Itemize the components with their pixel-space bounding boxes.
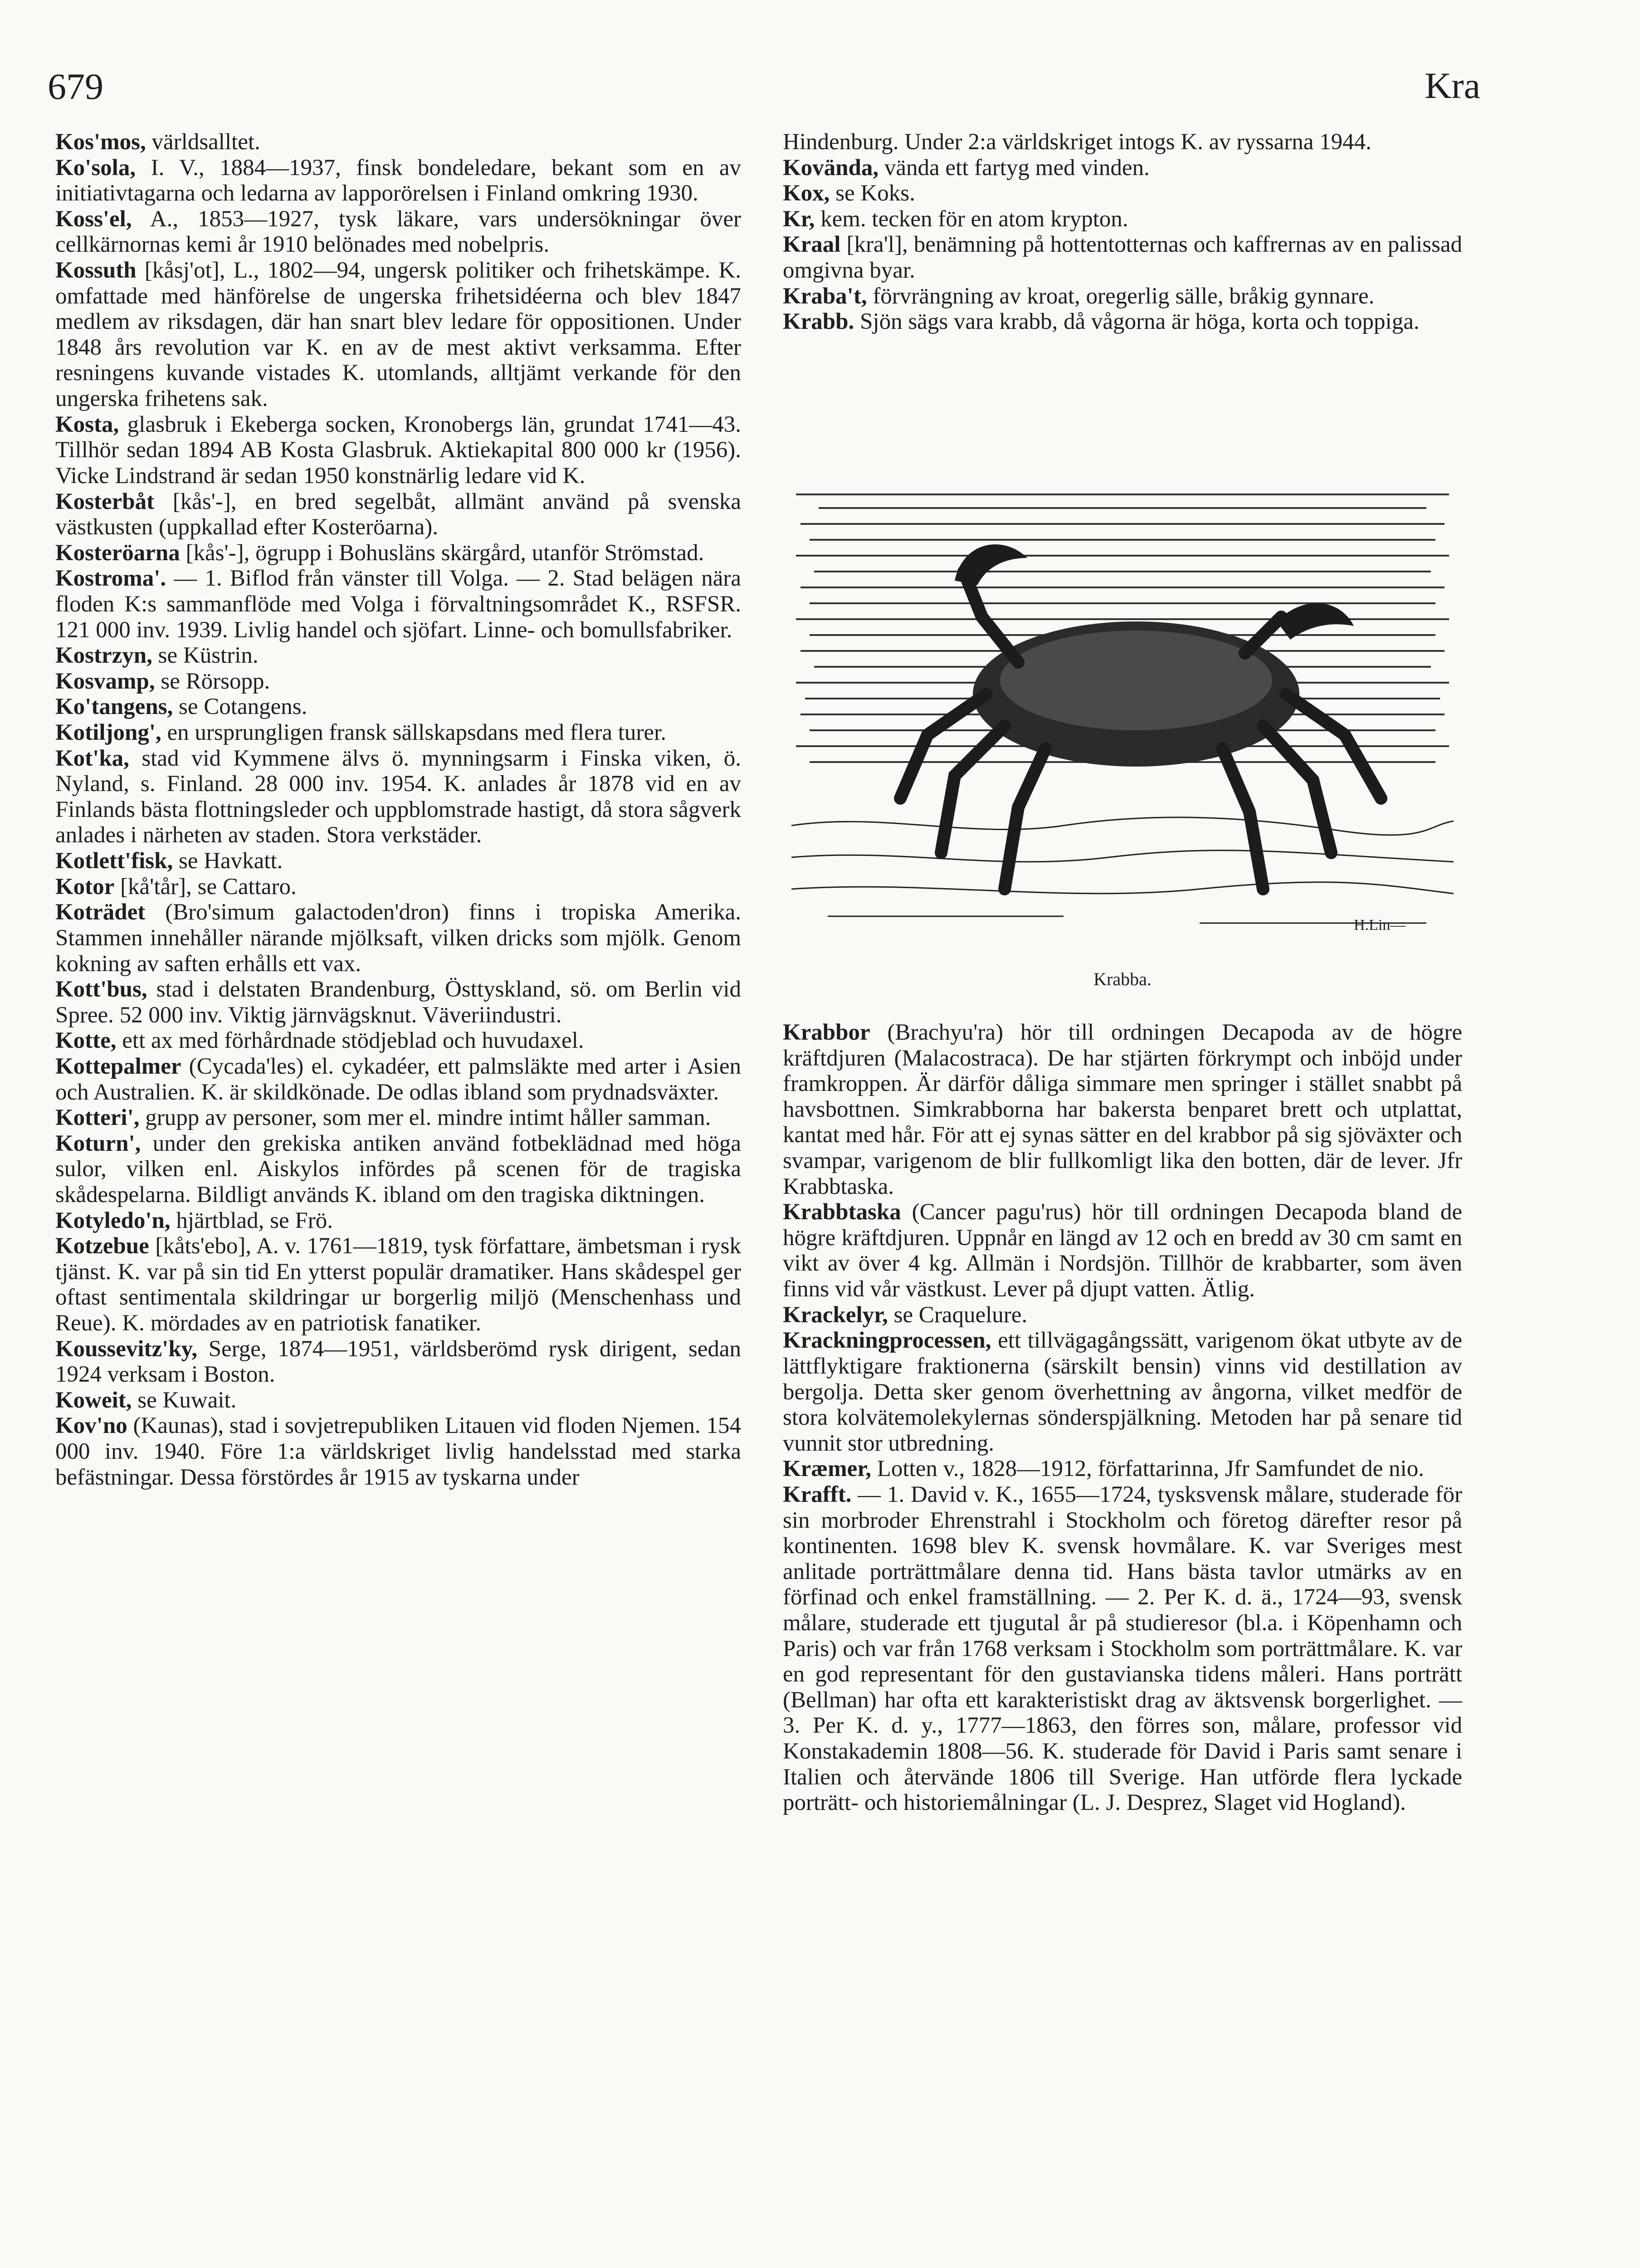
dictionary-entry [55, 1105, 741, 1131]
headword: Krabbor [783, 1020, 870, 1045]
crab-illustration [791, 481, 1454, 953]
dictionary-entry [783, 155, 1462, 181]
dictionary-entry [55, 694, 741, 720]
dictionary-entry [55, 258, 741, 412]
entry-text: ett tillvägagångssätt, varigenom ökat utbyte av de lättflyktigare fraktionerna (särskilt bensin) vinns vid destillation av bergolja. Detta sker genom överhettning av ångorna, vilket medför de stora kolvätemolekylernas sönderspjälkning. Metoden har på senare tid vunnit stor utbredning. [783, 1328, 1462, 1456]
entry-text: [kåsj'ot], L., 1802—94, ungersk politiker och frihetskämpe. K. omfattade med hänförelse de ungerska frihetsidéerna och blev 1847 medlem av riksdagen, där han snart blev ledare för oppositionen. Under 1848 års revolution var K. en av de mest aktivt verksamma. Efter resningens kuvande vistades K. utomlands, alltjämt verkande för den ungerska frihetens sak. [55, 258, 741, 412]
guide-word: Kra [1425, 65, 1480, 106]
entry-text: [kås'-], en bred segelbåt, allmänt använd på svenska västkusten (uppkallad efter Kosteröarna). [55, 489, 741, 540]
dictionary-entry [55, 746, 741, 848]
dictionary-entry [783, 206, 1462, 232]
dictionary-entry [55, 848, 741, 874]
entry-text: se Craquelure. [888, 1302, 1028, 1328]
headword: Kosta, [55, 411, 119, 437]
entry-text: under den grekiska antiken använd fotbeklädnad med höga sulor, vilken enl. Aiskylos infördes på scenen för de tragiska skådespelarna. Bildligt används K. ibland om den tragiska diktningen. [55, 1130, 741, 1207]
dictionary-entry [783, 284, 1462, 309]
dictionary-entry [783, 232, 1462, 283]
headword: Krafft. [783, 1481, 852, 1507]
headword: Kosvamp, [55, 668, 155, 694]
entry-text: [kås'-], ögrupp i Bohusläns skärgård, utanför Strömstad. [180, 540, 704, 566]
entry-text: (Brachyu'ra) hör till ordningen Decapoda av de högre kräftdjuren (Malacostraca). De har stjärten förkrympt och inböjd under framkroppen. Är därför dåliga simmare men springer i stället snabbt på havsbottnen. Simkrabborna har bakersta benparet brett och utplattat, kantat med hår. För att ej synas sätter en del krabbor på sig sjöväxter och svampar, varigenom de blir fullkomligt lika den botten, där de lever. Jfr Krabbtaska. [783, 1020, 1462, 1199]
headword: Koweit, [55, 1387, 132, 1413]
headword: Kottepalmer [55, 1053, 181, 1079]
headword: Kovända, [783, 155, 879, 181]
headword: Koträdet [55, 899, 146, 925]
dictionary-entry [783, 1199, 1462, 1302]
entry-text: Lotten v., 1828—1912, författarinna, Jfr Samfundet de nio. [871, 1456, 1424, 1482]
dictionary-entry [55, 1336, 741, 1388]
dictionary-entry [783, 181, 1462, 206]
right-column-bottom [783, 1020, 1462, 1816]
dictionary-entry [55, 566, 741, 643]
entry-text: A., 1853—1927, tysk läkare, vars undersökningar över cellkärnornas kemi år 1910 belönades med nobelpris. [55, 206, 741, 258]
dictionary-entry [55, 643, 741, 669]
dictionary-entry [55, 540, 741, 566]
entry-text: se Küstrin. [152, 643, 259, 669]
entry-text: förvrängning av kroat, oregerlig sälle, bråkig gynnare. [867, 283, 1375, 309]
entry-text: — 1. Biflod från vänster till Volga. — 2. Stad belägen nära floden K:s sammanflöde med Volga i förvaltningsområdet K., RSFSR. 121 000 inv. 1939. Livlig handel och sjöfart. Linne- och bomullsfabriker. [55, 566, 741, 643]
headword: Ko'sola, [55, 155, 136, 181]
dictionary-entry [55, 1413, 741, 1490]
dictionary-entry [55, 720, 741, 746]
entry-text: stad vid Kymmene älvs ö. mynningsarm i Finska viken, ö. Nyland, s. Finland. 28 000 inv. 1954. K. anlades år 1878 vid en av Finlands bästa flottningsleder och uppblomstrade hastigt, då stora sågverk anlades i närheten av staden. Stora verkstäder. [55, 745, 741, 848]
headword: Kotzebue [55, 1233, 149, 1259]
entry-text: Hindenburg. Under 2:a världskriget intogs K. av ryssarna 1944. [783, 129, 1372, 155]
entry-text: Sjön sägs vara krabb, då vågorna är höga, korta och toppiga. [854, 309, 1420, 335]
headword: Kraal [783, 232, 841, 258]
headword: Krackelyr, [783, 1302, 888, 1328]
entry-text: Serge, 1874—1951, världsberömd rysk dirigent, sedan 1924 verksam i Boston. [55, 1336, 741, 1388]
headword: Kov'no [55, 1413, 127, 1439]
dictionary-entry [55, 1388, 741, 1413]
dictionary-entry [55, 206, 741, 258]
figure-caption: Krabba. [1093, 969, 1152, 989]
entry-text: kem. tecken för en atom krypton. [815, 206, 1128, 232]
crab-claw [1277, 603, 1354, 640]
dictionary-entry [55, 899, 741, 977]
headword: Ko'tangens, [55, 694, 173, 720]
dictionary-entry [55, 1233, 741, 1336]
dictionary-entry [55, 412, 741, 489]
entry-text: [kåts'ebo], A. v. 1761—1819, tysk författare, ämbetsman i rysk tjänst. K. var på sin tid En ytterst populär dramatiker. Hans skådespel ger oftast sentimentala skildringar ur borgerlig miljö (Menschenhass und Reue). K. mördades av en patriotisk fanatiker. [55, 1233, 741, 1336]
left-column [55, 129, 741, 1490]
headword: Kotlett'fisk, [55, 848, 173, 874]
dictionary-entry [783, 1020, 1462, 1199]
headword: Kostroma'. [55, 566, 166, 591]
dictionary-entry [783, 1302, 1462, 1328]
entry-text: se Koks. [830, 181, 915, 206]
artist-signature: H.Lin— [1354, 917, 1406, 934]
dictionary-entry [55, 489, 741, 540]
right-column-top [783, 129, 1462, 335]
entry-text: vända ett fartyg med vinden. [879, 155, 1150, 181]
entry-text: hjärtblad, se Frö. [170, 1207, 333, 1233]
headword: Krabb. [783, 309, 854, 335]
entry-text: (Cancer pagu'rus) hör till ordningen Decapoda bland de högre kräftdjuren. Uppnår en längd av 12 och en bredd av 30 cm samt en vikt av över 4 kg. Allmän i Nordsjön. Tillhör de krabbarter, som även finns vid vår västkust. Lever på djupt vatten. Ätlig. [783, 1199, 1462, 1302]
page-number: 679 [48, 66, 103, 107]
entry-text: se Cotangens. [173, 694, 308, 720]
entry-text: [kå'tår], se Cattaro. [114, 874, 297, 899]
entry-text: se Havkatt. [173, 848, 283, 874]
headword: Kox, [783, 181, 830, 206]
dictionary-entry [783, 1482, 1462, 1816]
crab-claw [955, 544, 1027, 585]
entry-text: — 1. David v. K., 1655—1724, tysksvensk målare, studerade för sin morbroder Ehrenstrahl i Stockholm och företog därefter resor på kontinenten. 1698 blev K. svensk hovmålare. K. var Sveriges mest anlitade porträttmålare denna tid. Hans bästa tavlor utmärks av en förfinad och enkel framställning. — 2. Per K. d. ä., 1724—93, svensk målare, studerade ett tjugutal år på studieresor (bl.a. i Köpenhamn och Paris) och var från 1768 verksam i Stockholm som porträttmålare. K. var en god representant för den gustavianska tidens måleri. Hans porträtt (Bellman) har ofta ett karakteristiskt drag av äktsvensk borgerlighet. — 3. Per K. d. y., 1777—1863, den förres son, målare, professor vid Konstakademin 1808—56. K. studerade för David i Paris samt senare i Italien och återvände 1806 till Sverige. Han utförde flera lyckade porträtt- och historiemålningar (L. J. Desprez, Slaget vid Hogland). [783, 1481, 1462, 1816]
headword: Kossuth [55, 258, 137, 284]
dictionary-entry [783, 1456, 1462, 1482]
headword: Krabbtaska [783, 1199, 901, 1225]
headword: Kr, [783, 206, 815, 232]
headword: Kotyledo'n, [55, 1207, 171, 1233]
dictionary-entry [783, 129, 1462, 155]
dictionary-entry [55, 1208, 741, 1234]
dictionary-entry [55, 1131, 741, 1208]
entry-text: (Kaunas), stad i sovjetrepubliken Litauen vid floden Njemen. 154 000 inv. 1940. Före 1:a världskriget livlig handelsstad med starka befästningar. Dessa förstördes år 1915 av tyskarna under [55, 1413, 741, 1490]
headword: Koturn', [55, 1130, 141, 1156]
entry-text: (Cycada'les) el. cykadéer, ett palmsläkte med arter i Asien och Australien. K. är skildkönade. De odlas ibland som prydnadsväxter. [55, 1053, 741, 1105]
headword: Kotteri', [55, 1105, 140, 1131]
headword: Kotor [55, 874, 115, 899]
dictionary-entry [55, 129, 741, 155]
entry-text: världsalltet. [146, 129, 260, 155]
dictionary-entry [55, 669, 741, 694]
headword: Kraba't, [783, 283, 867, 309]
dictionary-entry [783, 309, 1462, 335]
dictionary-entry [55, 874, 741, 900]
headword: Kott'bus, [55, 977, 147, 1002]
entry-text: glasbruk i Ekeberga socken, Kronobergs län, grundat 1741—43. Tillhör sedan 1894 AB Kosta Glasbruk. Aktiekapital 800 000 kr (1956). Vicke Lindstrand är sedan 1950 konstnärlig ledare vid K. [55, 411, 741, 489]
headword: Koussevitz'ky, [55, 1336, 198, 1362]
headword: Kosteröarna [55, 540, 180, 566]
headword: Kot'ka, [55, 745, 129, 771]
headword: Kræmer, [783, 1456, 871, 1482]
entry-text: se Rörsopp. [155, 668, 270, 694]
entry-text: ett ax med förhårdnade stödjeblad och huvudaxel. [116, 1028, 584, 1054]
entry-text: grupp av personer, som mer el. mindre intimt håller samman. [139, 1105, 711, 1131]
dictionary-entry [55, 155, 741, 206]
headword: Kostrzyn, [55, 643, 152, 669]
entry-text: stad i delstaten Brandenburg, Östtyskland, sö. om Berlin vid Spree. 52 000 inv. Viktig järnvägsknut. Väveriindustri. [55, 977, 741, 1028]
dictionary-entry [55, 977, 741, 1028]
dictionary-entry [55, 1028, 741, 1054]
headword: Kosterbåt [55, 489, 155, 514]
dictionary-entry [55, 1054, 741, 1105]
headword: Krackningprocessen, [783, 1328, 991, 1354]
dictionary-entry [783, 1328, 1462, 1456]
entry-text: I. V., 1884—1937, finsk bondeledare, bekant som en av initiativtagarna och ledarna av lapporörelsen i Finland omkring 1930. [55, 155, 741, 206]
entry-text: se Kuwait. [132, 1387, 237, 1413]
headword: Koss'el, [55, 206, 132, 232]
headword: Kotiljong', [55, 720, 161, 746]
headword: Kotte, [55, 1028, 117, 1054]
entry-text: en ursprungligen fransk sällskapsdans med flera turer. [161, 720, 666, 746]
entry-text: [kra'l], benämning på hottentotternas och kaffrernas av en palissad omgivna byar. [783, 232, 1462, 284]
headword: Kos'mos, [55, 129, 146, 155]
entry-text: (Bro'simum galactoden'dron) finns i tropiska Amerika. Stammen innehåller närande mjölksaft, vilken dricks som mjölk. Genom kokning av saften erhålls ett vax. [55, 899, 741, 977]
